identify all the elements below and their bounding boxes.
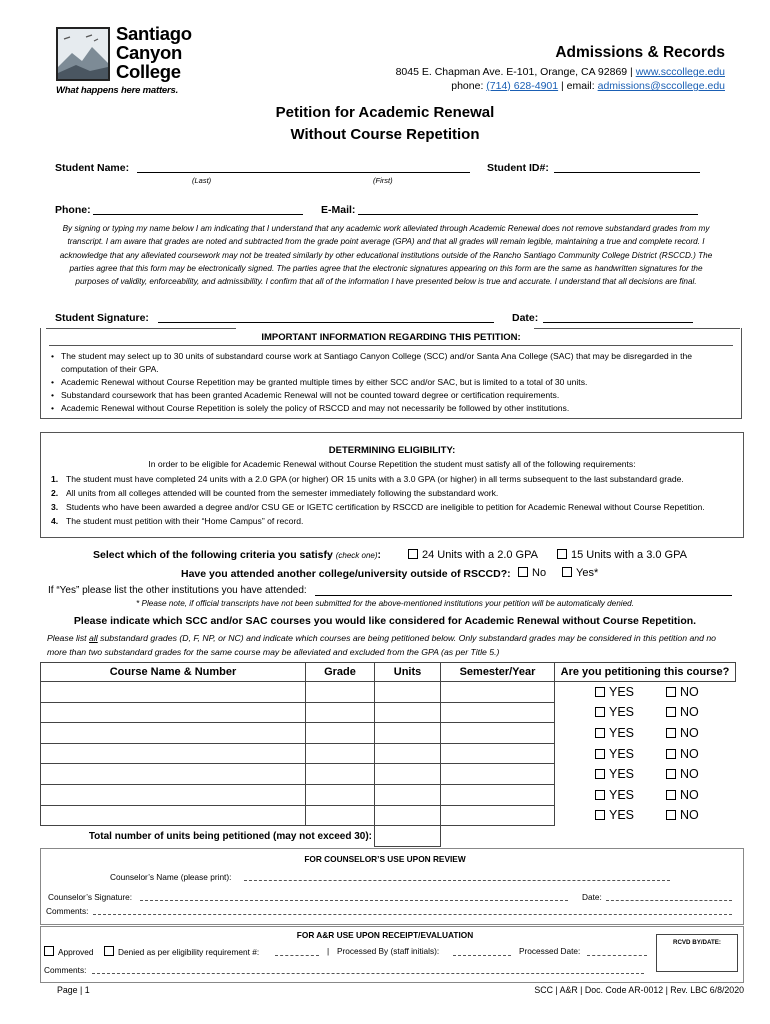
email-link[interactable]: admissions@sccollege.edu [597,80,725,92]
list-item: 2. All units from all colleges attended will be counted from the semester immediately following the substandard work. [51,487,499,498]
student-name-label: Student Name: [55,162,130,174]
course-cell[interactable] [41,743,306,764]
list-item: • Academic Renewal without Course Repetition may be granted multiple times by either SCC and/or SAC, but is limited to a total of 30 units. [47,376,733,389]
table-row [41,723,736,744]
eligibility-title: DETERMINING ELIGIBILITY: [328,445,456,456]
semester-cell[interactable] [441,723,555,744]
checkbox-15-units[interactable] [557,549,567,559]
grade-cell[interactable] [306,764,375,785]
list-item: • The student may select up to 30 units of substandard course work at Santiago Canyon College (SCC) and/or Santa Ana College (SAC) that may be disregarded in the computation of their GPA. [47,350,733,376]
logo-mountain-icon [58,29,108,79]
phone-field[interactable] [93,202,303,215]
col-grade: Grade [306,663,375,682]
logo-wordmark: Santiago Canyon College [116,23,192,82]
courses-table [40,662,736,847]
transcript-note: * Please note, if official transcripts have not been submitted for the above-mentioned institutions your petition will be automatically denied. [136,599,634,608]
date-label: Date: [512,312,539,324]
grade-cell[interactable] [306,743,375,764]
grade-cell[interactable] [306,784,375,805]
col-units: Units [375,663,441,682]
criteria-option-24[interactable]: 24 Units with a 2.0 GPA [408,549,538,561]
total-row [41,826,736,847]
petition-choice: YES NO [555,805,736,826]
course-cell[interactable] [41,723,306,744]
attended-no[interactable]: No [518,567,546,579]
attended-question: Have you attended another college/university outside of RSCCD?: [181,568,511,580]
important-info-list [47,350,733,415]
college-logo [56,27,110,81]
col-semester: Semester/Year [441,663,555,682]
petition-choice: YES NO [555,702,736,723]
semester-cell[interactable] [441,702,555,723]
processed-date-field[interactable] [587,946,647,956]
units-cell[interactable] [375,682,441,703]
semester-cell[interactable] [441,764,555,785]
student-id-field[interactable] [554,160,700,173]
first-name-hint: (First) [373,176,393,185]
important-info-box [40,328,742,419]
semester-cell[interactable] [441,784,555,805]
course-cell[interactable] [41,764,306,785]
doc-code: SCC | A&R | Doc. Code AR-0012 | Rev. LBC 6/8/2020 [534,985,744,995]
petition-choice: YES NO [555,682,736,703]
ar-comments-field[interactable] [92,964,644,974]
checkbox-no[interactable] [518,567,528,577]
list-item: 3. Students who have been awarded a degree and/or CSU GE or IGETC certification by RSCCD are ineligible to petition for Academic Renewal without Course Repetition. [51,501,705,512]
eligibility-intro: In order to be eligible for Academic Renewal without Course Repetition the student must satisfy all of the following requirements: [148,459,636,469]
petition-choice: YES NO [555,743,736,764]
total-units-cell[interactable] [375,826,441,847]
semester-cell[interactable] [441,743,555,764]
semester-cell[interactable] [441,682,555,703]
petition-choice: YES NO [555,723,736,744]
email-label: E-Mail: [321,204,356,216]
units-cell[interactable] [375,764,441,785]
eligibility-box [40,432,744,538]
ar-title: FOR A&R USE UPON RECEIPT/EVALUATION [296,930,474,940]
list-item: • Academic Renewal without Course Repetition is solely the policy of RSCCD and may not necessarily be followed by other institutions. [47,402,733,415]
counselor-signature-field[interactable] [140,891,568,901]
other-institutions-label: If “Yes” please list the other institutions you have attended: [48,585,307,596]
grade-cell[interactable] [306,682,375,703]
student-name-field[interactable] [137,160,470,173]
ar-approved[interactable]: Approved [44,946,94,957]
last-name-hint: (Last) [192,176,212,185]
processed-date-label: Processed Date: [519,946,581,956]
signature-label: Student Signature: [55,312,149,324]
petition-choice: YES NO [555,784,736,805]
contact-line: phone: (714) 628-4901 | email: admissions@sccollege.edu [451,80,725,92]
table-row [41,702,736,723]
course-cell[interactable] [41,682,306,703]
table-row [41,805,736,826]
units-cell[interactable] [375,723,441,744]
office-title: Admissions & Records [555,44,725,61]
courses-heading: Please indicate which SCC and/or SAC courses you would like considered for Academic Renewal without Course Repetition. [73,615,697,627]
list-item: 4. The student must petition with their “Home Campus” of record. [51,515,304,526]
criteria-option-15[interactable]: 15 Units with a 3.0 GPA [557,549,687,561]
consent-statement: By signing or typing my name below I am indicating that I understand that any academic work alleviated through Academic Renewal does not remove substandard grades from my transcript. I am aware that grades are noted and subtracted from the grade point average (GPA) and that all grades will remain legible, maintaining a true and complete record. I acknowledge that any alleviated coursework may not be treated similarly by other educational institutions outside of the Rancho Santiago Community College District (RSCCD.) The parties agree that this form may be electronically signed. The parties agree that the electronic signatures appearing on this form are the same as handwritten signatures for the purposes of validity, enforceability, and admissibility. I confirm that all of the information I have presented below is true and accurate. I understand that all decisions are final. [59,224,713,287]
col-course: Course Name & Number [41,663,306,682]
table-row [41,784,736,805]
course-cell[interactable] [41,702,306,723]
address-line: 8045 E. Chapman Ave. E-101, Orange, CA 92869 | www.sccollege.edu [395,66,725,78]
other-institutions-field[interactable] [315,583,732,596]
col-petitioning: Are you petitioning this course? [555,663,736,682]
counselor-comments-field[interactable] [93,905,732,915]
website-link[interactable]: www.sccollege.edu [635,66,725,78]
course-cell[interactable] [41,805,306,826]
grade-cell[interactable] [306,723,375,744]
student-id-label: Student ID#: [487,162,549,174]
total-units-label: Total number of units being petitioned (may not exceed 30): [88,830,372,842]
grade-cell[interactable] [306,702,375,723]
checkbox-24-units[interactable] [408,549,418,559]
eligibility-list [51,473,735,529]
course-cell[interactable] [41,784,306,805]
checkbox-yes[interactable] [562,567,572,577]
denied-requirement-field[interactable] [275,946,319,956]
semester-cell[interactable] [441,805,555,826]
page-number: Page | 1 [57,985,90,995]
petition-choice: YES NO [555,764,736,785]
list-item: • Substandard coursework that has been granted Academic Renewal will not be counted toward degree or certification requirements. [47,389,733,402]
attended-yes[interactable]: Yes* [562,567,598,579]
counselor-title: FOR COUNSELOR’S USE UPON REVIEW [304,854,466,864]
rcvd-label: RCVD BY/DATE: [672,939,721,946]
doc-title-line2: Without Course Repetition [290,126,480,143]
checkbox-denied[interactable] [104,946,114,956]
table-row [41,764,736,785]
logo-tagline: What happens here matters. [56,85,179,96]
counselor-name-label: Counselor’s Name (please print): [110,872,232,882]
units-cell[interactable] [375,784,441,805]
courses-instructions: Please list all substandard grades (D, F, NP, or NC) and indicate which courses are being petitioned below. Only substandard grades may be considered in this petition and no more than two substandard grades for the same course may be alleviated and excluded from the GPA (as per Title 5.) [47,633,717,657]
phone-label: Phone: [55,204,91,216]
units-cell[interactable] [375,702,441,723]
table-header-row [41,663,736,682]
table-row [41,743,736,764]
counselor-date-label: Date: [582,892,602,902]
ar-comments-label: Comments: [44,965,87,975]
counselor-date-field[interactable] [606,891,732,901]
counselor-comments-label: Comments: [46,906,89,916]
counselor-name-field[interactable] [244,871,670,881]
rcvd-stamp-box[interactable] [656,934,738,972]
important-info-title: IMPORTANT INFORMATION REGARDING THIS PETITION: [261,332,521,343]
phone-link[interactable]: (714) 628-4901 [486,80,559,92]
units-cell[interactable] [375,743,441,764]
grade-cell[interactable] [306,805,375,826]
units-cell[interactable] [375,805,441,826]
processed-by-label: Processed By (staff initials): [337,946,440,956]
table-row [41,682,736,703]
list-item: 1. The student must have completed 24 units with a 2.0 GPA (or higher) OR 15 units with a 3.0 GPA (or higher) in all terms subsequent to the last substandard grade. [51,474,684,484]
criteria-question: Select which of the following criteria you satisfy (check one): [93,549,382,561]
signature-field[interactable] [158,310,494,323]
ar-denied[interactable]: Denied as per eligibility requirement #: [104,946,259,957]
counselor-signature-label: Counselor’s Signature: [48,892,133,902]
processed-by-field[interactable] [453,946,511,956]
checkbox-approved[interactable] [44,946,54,956]
doc-title-line1: Petition for Academic Renewal [275,104,495,121]
email-field[interactable] [358,202,698,215]
date-field[interactable] [543,310,693,323]
